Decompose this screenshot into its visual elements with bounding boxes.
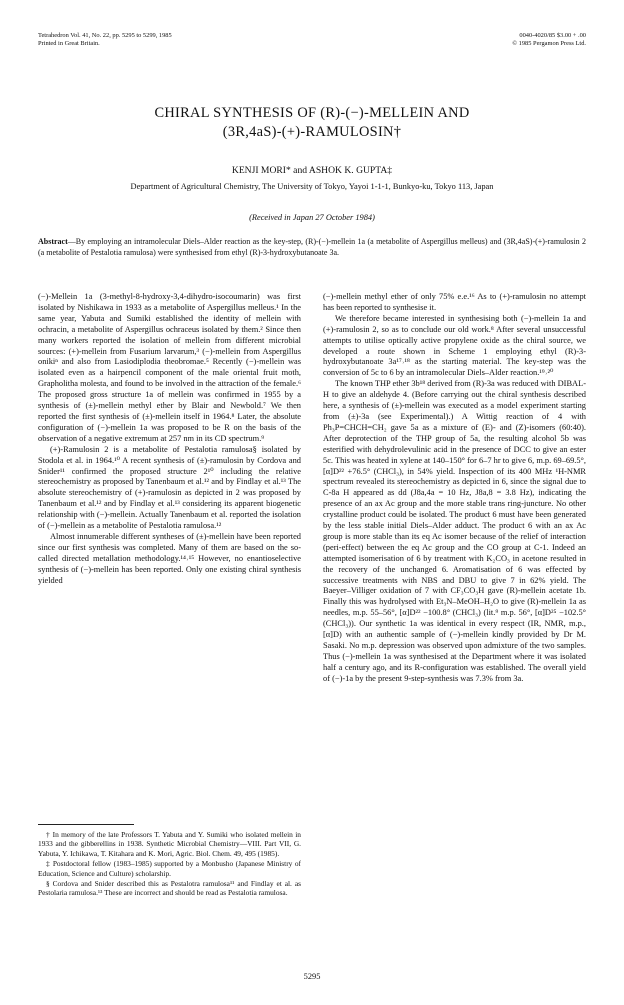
page-number: 5295 [303, 972, 321, 981]
footnote: ‡ Postdoctoral fellow (1983–1985) supported by a Monbusho (Japanese Ministry of Education, Science and Culture) scholarship. [38, 859, 301, 878]
copyright: © 1985 Pergamon Press Ltd. [512, 40, 586, 47]
abstract [38, 236, 586, 258]
affiliation: Department of Agricultural Chemistry, The University of Tokyo, Yayoi 1-1-1, Bunkyo-ku, Tokyo 113, Japan [130, 182, 494, 191]
title-line-2: (3R,4aS)-(+)-RAMULOSIN† [222, 124, 402, 140]
column-right [323, 292, 586, 685]
footnote: † In memory of the late Professors T. Yabuta and Y. Sumiki who isolated mellein in 1933 and the gibberellins in 1938. Synthetic Microbial Chemistry—VIII. Part VII, G. Yabuta, Y. Ichikawa, T. Kitahara and K. Mori, Agric. Biol. Chem. 49, 495 (1985). [38, 830, 301, 858]
authors: KENJI MORI* and ASHOK K. GUPTA‡ [231, 165, 393, 176]
paper-title [0, 104, 624, 142]
paragraph: Almost innumerable different syntheses of (±)-mellein have been reported since our first synthesis was completed. Many of them are based on the so-called directed metallation methodology.¹⁴˒¹⁵ However, no enantioselective synthesis of (−)-mellein has been reported. Only one existing chiral synthesis yielded [38, 531, 301, 585]
title-line-1: CHIRAL SYNTHESIS OF (R)-(−)-MELLEIN AND [154, 105, 470, 121]
printed-note: Printed in Great Britain. [38, 40, 100, 47]
footnote: § Cordova and Snider described this as Pestalotra ramulosa¹¹ and Findlay et al. as Pestolaria ramulosa.¹³ These are incorrect and should be read as Pestalotia ramulosa. [38, 879, 301, 898]
paragraph: (−)-Mellein 1a (3-methyl-8-hydroxy-3,4-dihydro-isocoumarin) was first isolated by Nishikawa in 1933 as a metabolite of Aspergillus melleus.¹ In the same year, Yabuta and Sumiki established the identity of mellein with ochracin, a metabolite of Aspergillus ochraceus isolated by them.² Since then many workers reported the isolation of mellein from different microbial sources: (+)-mellein from Fusarium larvarum,³ (−)-mellein from Aspergillus onikiⁿ and also from Lasiodiplodia theobromae.⁵ Recently (−)-mellein was isolated even as a hairpencil component of the male oriental fruit moth, Grapholitha molesta, and found to be involved in the attraction of the female.⁶ The proposed gross structure 1a of mellein was confirmed in 1955 by a synthesis of (±)-mellein methyl ether by Blair and Newbold.⁷ We then reported the first synthesis of (±)-mellein itself in 1964.⁸ Later, the absolute configuration of (−)-mellein 1a was proposed to be R on the basis of the observation of a negative extremum at 257 nm in its CD spectrum.⁹ [38, 292, 301, 443]
journal-citation: Tetrahedron Vol. 41, No. 22, pp. 5295 to 5299, 1985 [38, 32, 172, 39]
price-code: 0040-4020/85 $3.00 + .00 [519, 32, 586, 39]
footnote-divider [38, 824, 134, 825]
column-left [38, 292, 301, 586]
paragraph: The known THP ether 3b¹⁸ derived from (R)-3a was reduced with DIBAL-H to give an aldehyde 4. (Before carrying out the chiral synthesis described here, a synthesis of (±)-mellein was executed as a model experiment starting from (±)-3a (see Experimental).) A Wittig reaction of 4 with Ph₃P=CHCH=CH₂ gave 5a as a mixture of (E)- and (Z)-isomers (60:40). After deprotection of the THP group of 5a, the resulting alcohol 5b was esterified with dehydrolevulinic acid in the presence of DCC to give an ester 5c. This was heated in xylene at 140–150° for 6–7 hr to give 6, m.p. 69–69.5°, [α]D²² +76.5° (CHCl₃), in 54% yield. Inspection of its 400 MHz ¹H-NMR spectrum revealed its stereochemistry as depicted in 6, since the signal due to C-8a H appeared as dd (J8a,4a = 10 Hz, J8a,8 = 3.8 Hz), indicating the presence of an ax Ac group and the more stable trans ring-juncture. No other crystalline product could be isolated. The product 6 must have been generated by the less stable initial Diels–Alder adduct. The product 6 with an ax Ac group is more stable than its eq Ac isomer because of the relief of interaction (peri-effect) between the eq Ac group and the CO group at C-1. Indeed an attempted isomerisation of 6 by treatment with K₂CO₃ in acetone resulted in the recovery of the unchanged 6. Aromatisation of 6 was effected by successive treatments with NBS and DBU to give 7 in 62% yield. The Baeyer–Villiger oxidation of 7 with CF₃CO₃H gave (R)-mellein acetate 1b. Finally this was hydrolysed with Et₃N–MeOH–H₂O to give (R)-mellein 1a as needles, m.p. 55–56°, [α]D²² −100.8° (CHCl₃) (lit.⁹ m.p. 56°, [α]D²⁵ −102.5° (CHCl₃)). Our synthetic 1a was identical in every respect (IR, NMR, m.p., [α]D) with an authentic sample of (−)-mellein kindly provided by Dr M. Sasaki. No m.p. depression was observed upon admixture of the two samples. Thus (−)-mellein 1a was synthesised at the Department where it was isolated half a century ago, and its R-configuration was established. The overall yield of (−)-1a by the present 9-step-synthesis was 7.3% from 3a. [323, 379, 586, 683]
publisher-info [512, 32, 586, 48]
paragraph: (−)-mellein methyl ether of only 75% e.e.¹⁶ As to (+)-ramulosin no attempt has been reported to synthesise it. [323, 292, 586, 312]
abstract-text: —By employing an intramolecular Diels–Alder reaction as the key-step, (R)-(−)-mellein 1a (a metabolite of Aspergillus melleus) and (3R,4aS)-(+)-ramulosin 2 (a metabolite of Pestalotia ramulosa) were synthesised from ethyl (R)-3-hydroxybutanoate 3a. [38, 237, 586, 257]
received-date: (Received in Japan 27 October 1984) [249, 213, 375, 222]
paragraph: (+)-Ramulosin 2 is a metabolite of Pestalotia ramulosa§ isolated by Stodola et al. in 1964.¹⁰ A recent synthesis of (±)-ramulosin by Cordova and Snider¹¹ confirmed the proposed structure 2¹⁰ including the relative stereochemistry as proposed by Tanenbaum et al.¹² and by Findlay et al.¹³ The absolute stereochemistry of (+)-ramulosin as depicted in 2 was proposed by Tanenbaum et al.¹² and by Findlay et al.¹³ considering its apparent biogenetic relationship with (−)-mellein. Actually Tanenbaum et al. reported the isolation of (−)-mellein as a metabolite of Pestalotia ramulosa.¹² [38, 444, 301, 531]
journal-info [38, 32, 172, 48]
footnotes [38, 830, 301, 899]
paragraph: We therefore became interested in synthesising both (−)-mellein 1a and (+)-ramulosin 2, so as to conclude our old work.⁸ After several unsuccessful attempts to utilise optically active propylene oxide as the chiral source, we developed a route shown in Scheme 1 employing ethyl (R)-3-hydroxybutanoate 3a¹⁷˒¹⁸ as the starting material. The key-step was the conversion of 5c to 6 by an intramolecular Diels–Alder reaction.¹⁹˒²⁰ [323, 313, 586, 378]
abstract-label: Abstract [38, 237, 68, 246]
